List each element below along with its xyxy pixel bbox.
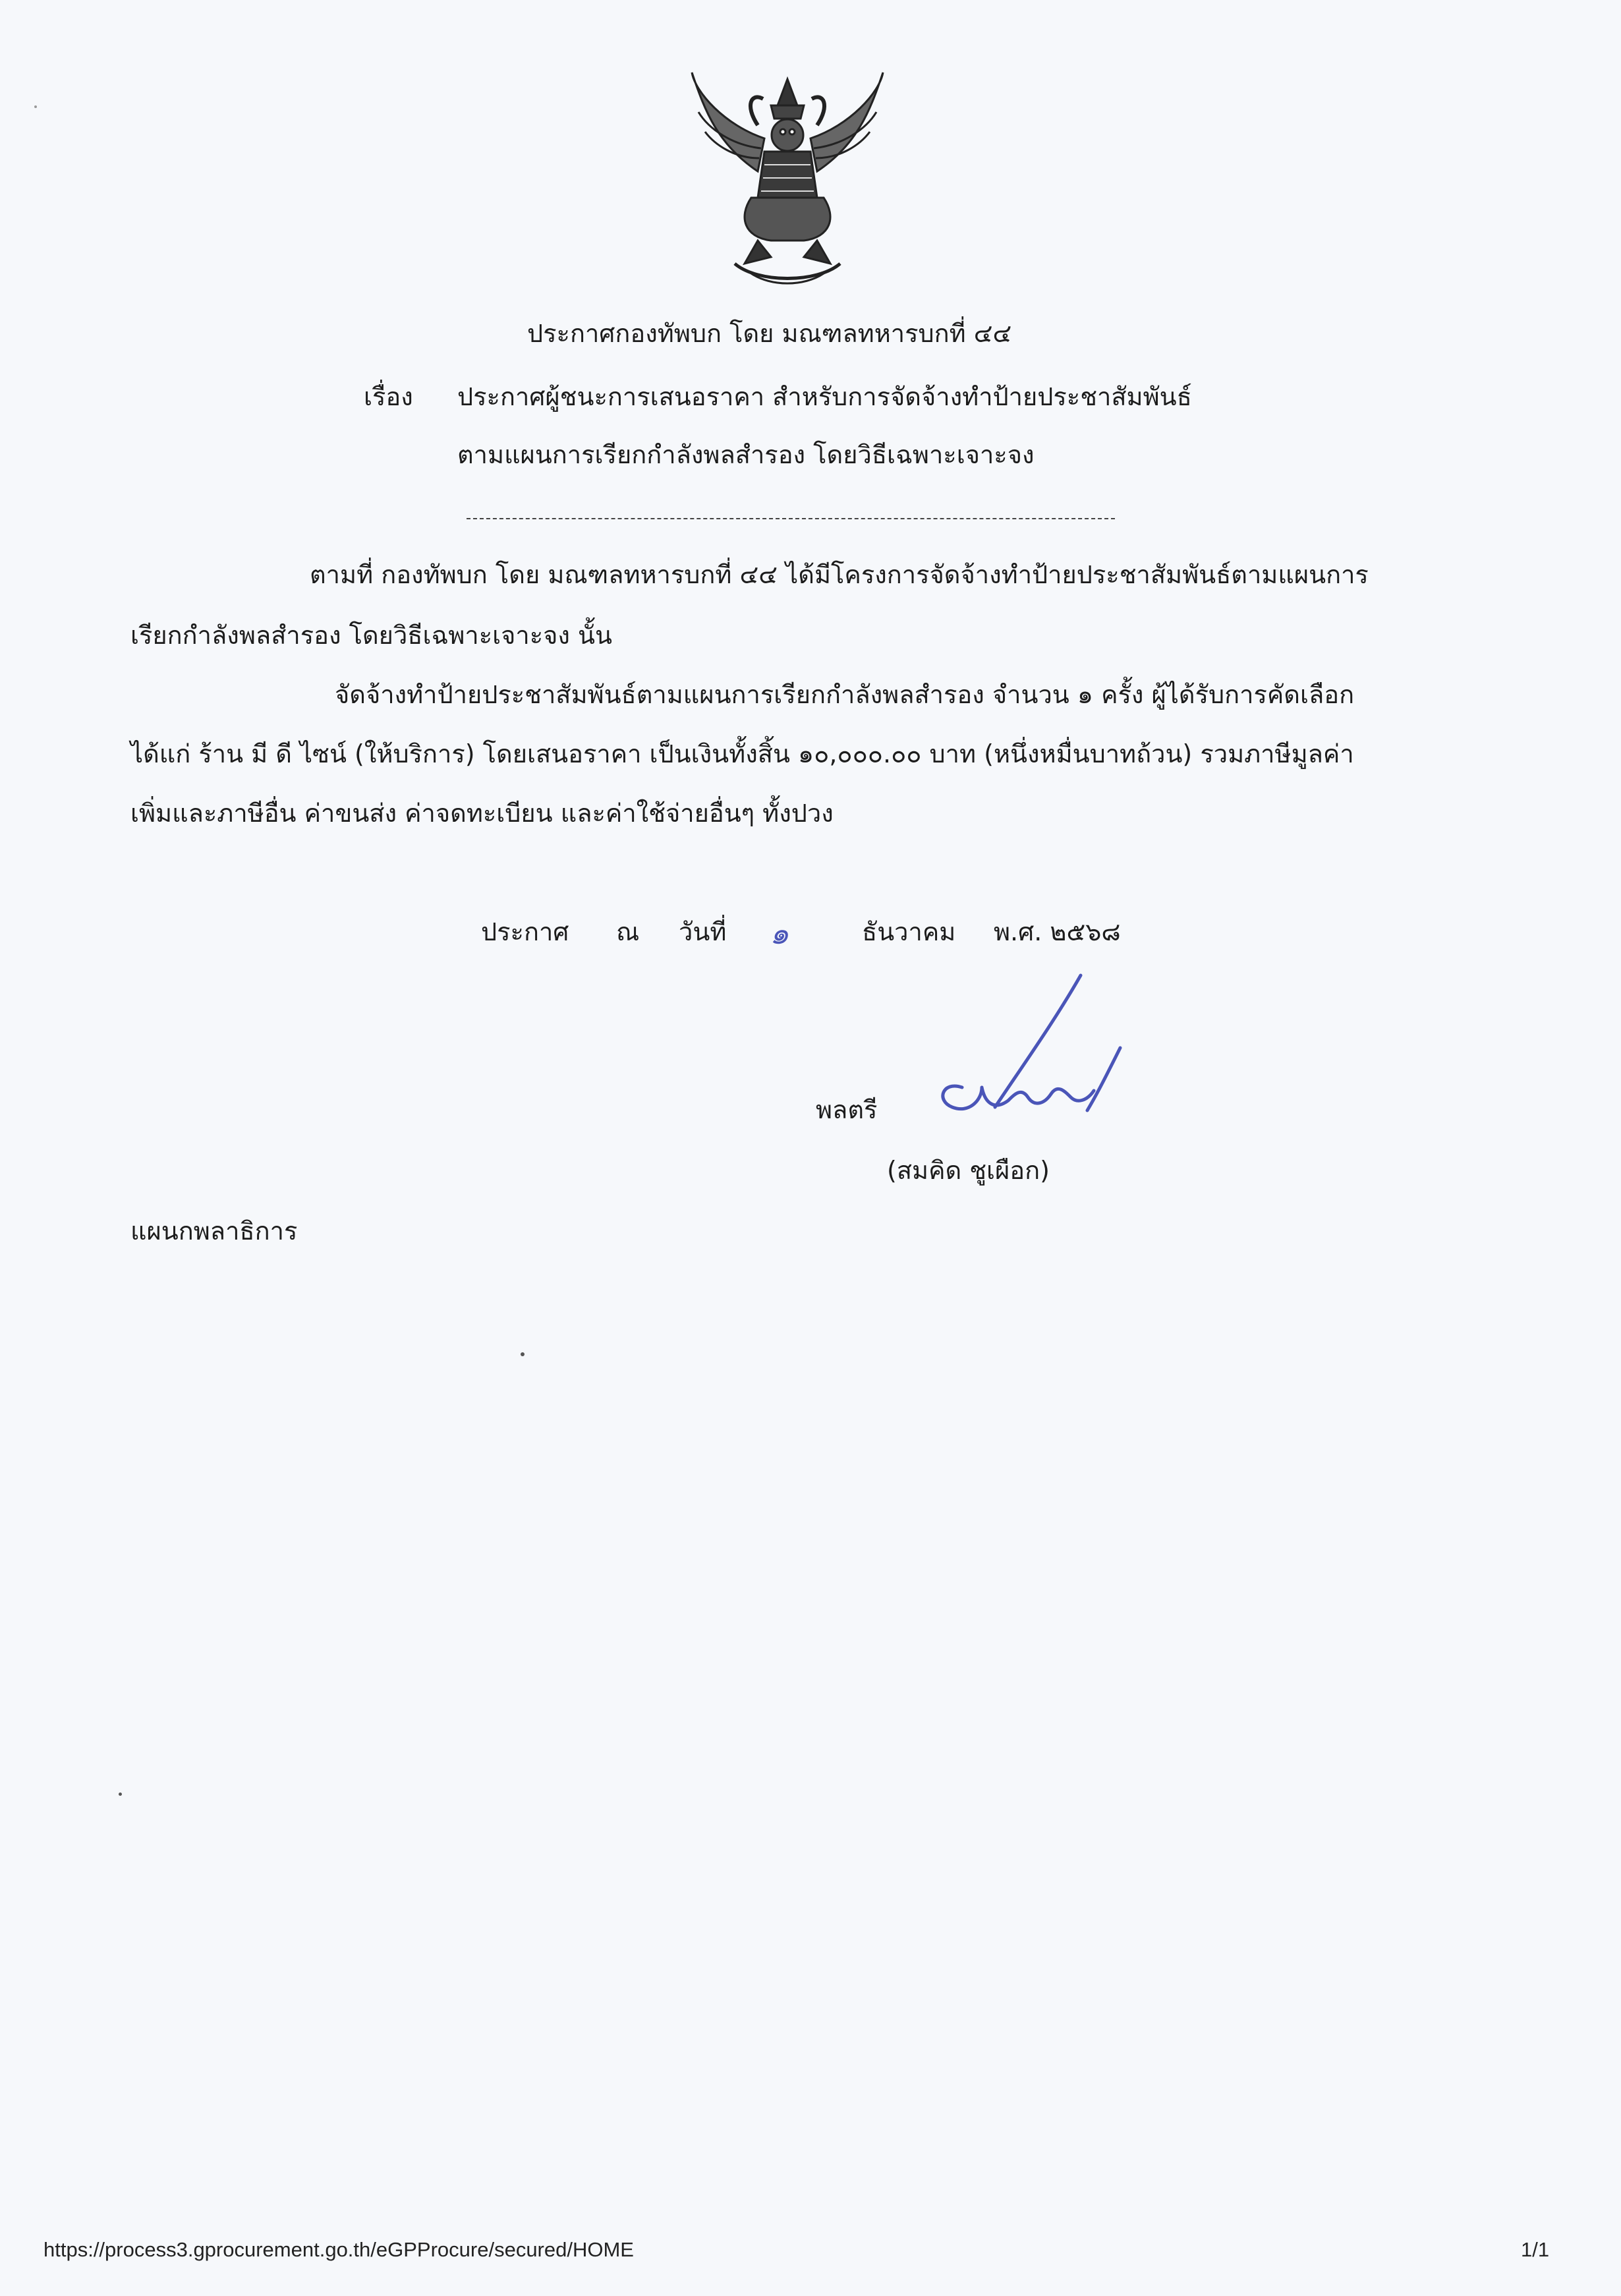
announce-day-label: วันที่ [679, 917, 727, 946]
paragraph-2-line-2: ได้แก่ ร้าน มี ดี ไซน์ (ให้บริการ) โดยเสนอราคา เป็นเงินทั้งสิ้น ๑๐,๐๐๐.๐๐ บาท (หนึ่งหมื่นบาทถ้วน) รวมภาษีมูลค่า [130, 739, 1354, 768]
handwritten-signature [923, 969, 1147, 1140]
announce-month: ธันวาคม [862, 917, 956, 946]
garuda-emblem [679, 66, 896, 290]
signer-rank: พลตรี [816, 1095, 878, 1124]
announce-at: ณ [616, 917, 640, 946]
scan-speck [119, 1793, 122, 1796]
subject-line-2: ตามแผนการเรียกกำลังพลสำรอง โดยวิธีเฉพาะเจาะจง [457, 440, 1035, 469]
subject-label: เรื่อง [364, 382, 413, 411]
announce-label: ประกาศ [481, 917, 569, 946]
announce-day-value: ๑ [770, 915, 789, 951]
paragraph-1-line-2: เรียกกำลังพลสำรอง โดยวิธีเฉพาะเจาะจง นั้น [130, 621, 612, 650]
scan-speck [34, 105, 37, 108]
agency-heading: ประกาศกองทัพบก โดย มณฑลทหารบกที่ ๔๔ [527, 319, 1012, 348]
separator-line [467, 518, 1115, 519]
paragraph-2-line-3: เพิ่มและภาษีอื่น ค่าขนส่ง ค่าจดทะเบียน และค่าใช้จ่ายอื่นๆ ทั้งปวง [130, 799, 834, 828]
footer-page-number: 1/1 [1521, 2238, 1550, 2261]
signer-name: (สมคิด ชูเผือก) [887, 1156, 1050, 1185]
announce-year: พ.ศ. ๒๕๖๘ [994, 917, 1121, 946]
department-label: แผนกพลาธิการ [130, 1217, 298, 1246]
footer-url: https://process3.gprocurement.go.th/eGPProcure/secured/HOME [43, 2238, 634, 2261]
subject-line-1: ประกาศผู้ชนะการเสนอราคา สำหรับการจัดจ้างทำป้ายประชาสัมพันธ์ [457, 382, 1192, 411]
paragraph-2-line-1: จัดจ้างทำป้ายประชาสัมพันธ์ตามแผนการเรียกกำลังพลสำรอง จำนวน ๑ ครั้ง ผู้ได้รับการคัดเลือก [335, 680, 1355, 709]
paragraph-1-line-1: ตามที่ กองทัพบก โดย มณฑลทหารบกที่ ๔๔ ได้มีโครงการจัดจ้างทำป้ายประชาสัมพันธ์ตามแผนการ [310, 560, 1369, 589]
scan-speck [521, 1352, 525, 1356]
